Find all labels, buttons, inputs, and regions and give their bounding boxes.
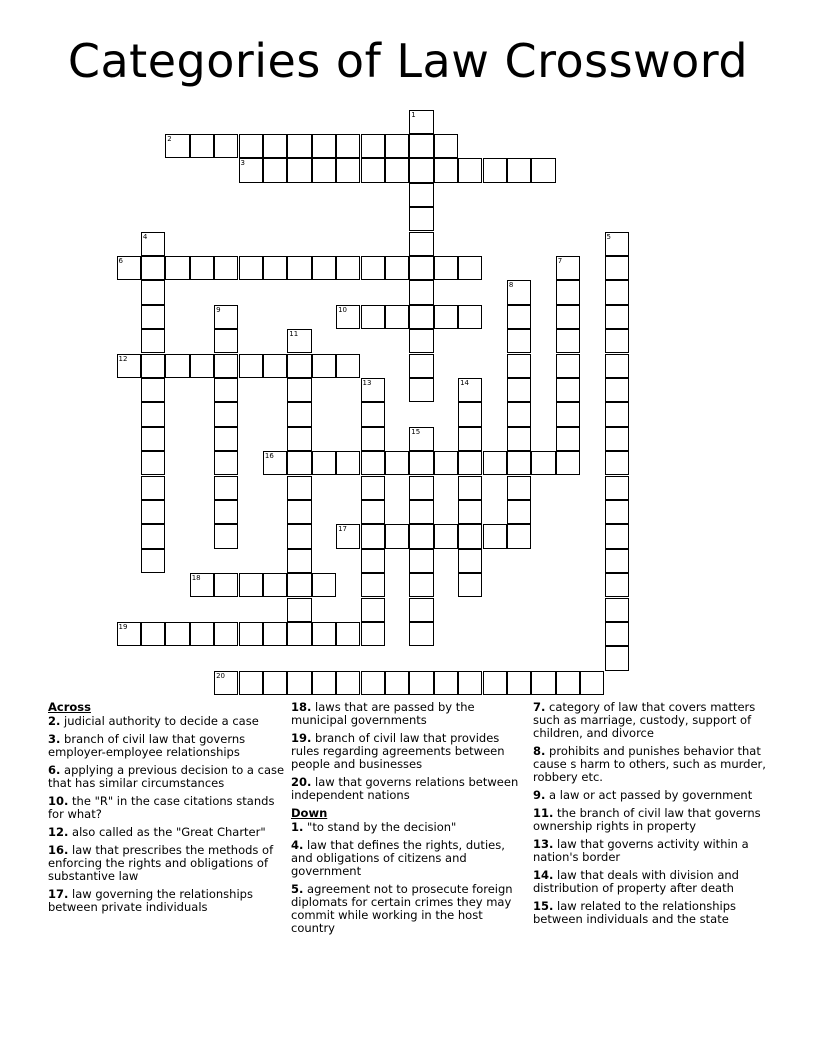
grid-cell[interactable] xyxy=(336,524,360,548)
grid-cell[interactable] xyxy=(434,451,458,475)
grid-cell[interactable] xyxy=(385,256,409,280)
grid-cell[interactable] xyxy=(409,329,433,353)
grid-cell[interactable] xyxy=(361,524,385,548)
grid-cell[interactable] xyxy=(214,305,238,329)
grid-cell[interactable] xyxy=(287,378,311,402)
cell-number: 15 xyxy=(411,427,421,436)
grid-cell[interactable] xyxy=(361,402,385,426)
grid-cell[interactable] xyxy=(556,427,580,451)
grid-cell[interactable] xyxy=(141,280,165,304)
grid-cell[interactable] xyxy=(141,402,165,426)
grid-cell[interactable] xyxy=(556,354,580,378)
grid-cell[interactable] xyxy=(556,280,580,304)
cell-number: 11 xyxy=(289,330,299,339)
grid-cell[interactable] xyxy=(190,573,214,597)
clue-across-20: 20. law that governs relations between independent nations xyxy=(291,775,519,802)
grid-cell[interactable] xyxy=(605,256,629,280)
grid-cell[interactable] xyxy=(605,524,629,548)
grid-cell[interactable] xyxy=(385,671,409,695)
clue-down-13: 13. law that governs activity within a nation's border xyxy=(533,837,749,864)
grid-cell[interactable] xyxy=(409,207,433,231)
grid-cell[interactable] xyxy=(531,451,555,475)
grid-cell[interactable] xyxy=(361,158,385,182)
grid-cell[interactable] xyxy=(458,524,482,548)
grid-cell[interactable] xyxy=(531,158,555,182)
grid-cell[interactable] xyxy=(507,305,531,329)
grid-cell[interactable] xyxy=(409,622,433,646)
down-heading: Down xyxy=(291,806,328,820)
grid-cell[interactable] xyxy=(507,524,531,548)
grid-cell[interactable] xyxy=(336,671,360,695)
grid-cell[interactable] xyxy=(361,378,385,402)
grid-cell[interactable] xyxy=(141,329,165,353)
grid-cell[interactable] xyxy=(214,573,238,597)
grid-cell[interactable] xyxy=(434,158,458,182)
grid-cell[interactable] xyxy=(556,378,580,402)
grid-cell[interactable] xyxy=(409,427,433,451)
grid-cell[interactable] xyxy=(605,329,629,353)
grid-cell[interactable] xyxy=(605,280,629,304)
grid-cell[interactable] xyxy=(361,573,385,597)
grid-cell[interactable] xyxy=(312,354,336,378)
grid-cell[interactable] xyxy=(214,671,238,695)
grid-cell[interactable] xyxy=(239,256,263,280)
grid-cell[interactable] xyxy=(605,598,629,622)
clue-across-19: 19. branch of civil law that provides rules regarding agreements between people and businesses xyxy=(291,731,505,771)
grid-cell[interactable] xyxy=(141,305,165,329)
grid-cell[interactable] xyxy=(556,305,580,329)
grid-cell[interactable] xyxy=(287,256,311,280)
grid-cell[interactable] xyxy=(556,402,580,426)
cell-number: 2 xyxy=(167,134,172,143)
grid-cell[interactable] xyxy=(507,329,531,353)
grid-cell[interactable] xyxy=(214,329,238,353)
grid-cell[interactable] xyxy=(165,256,189,280)
cell-number: 9 xyxy=(216,305,221,314)
grid-cell[interactable] xyxy=(312,622,336,646)
grid-cell[interactable] xyxy=(141,524,165,548)
grid-cell[interactable] xyxy=(361,256,385,280)
grid-cell[interactable] xyxy=(409,256,433,280)
grid-cell[interactable] xyxy=(287,158,311,182)
grid-cell[interactable] xyxy=(141,256,165,280)
clue-down-1: 1. "to stand by the decision" xyxy=(291,820,457,834)
grid-cell[interactable] xyxy=(287,573,311,597)
grid-cell[interactable] xyxy=(239,354,263,378)
grid-cell[interactable] xyxy=(458,671,482,695)
clue-column-1 xyxy=(48,701,286,919)
grid-cell[interactable] xyxy=(458,305,482,329)
cell-number: 14 xyxy=(460,378,470,387)
grid-cell[interactable] xyxy=(141,622,165,646)
grid-cell[interactable] xyxy=(361,622,385,646)
grid-cell[interactable] xyxy=(385,305,409,329)
grid-cell[interactable] xyxy=(458,378,482,402)
grid-cell[interactable] xyxy=(214,500,238,524)
cell-number: 20 xyxy=(216,671,226,680)
grid-cell[interactable] xyxy=(312,451,336,475)
grid-cell[interactable] xyxy=(458,427,482,451)
grid-cell[interactable] xyxy=(458,573,482,597)
grid-cell[interactable] xyxy=(214,402,238,426)
grid-cell[interactable] xyxy=(409,183,433,207)
grid-cell[interactable] xyxy=(263,671,287,695)
grid-cell[interactable] xyxy=(336,256,360,280)
grid-cell[interactable] xyxy=(605,646,629,670)
grid-cell[interactable] xyxy=(434,256,458,280)
grid-cell[interactable] xyxy=(556,451,580,475)
grid-cell[interactable] xyxy=(385,451,409,475)
cell-number: 13 xyxy=(362,378,372,387)
grid-cell[interactable] xyxy=(214,476,238,500)
clue-column-3 xyxy=(533,701,771,931)
grid-cell[interactable] xyxy=(117,622,141,646)
clue-across-3: 3. branch of civil law that governs employer-employee relationships xyxy=(48,732,246,759)
grid-cell[interactable] xyxy=(361,427,385,451)
grid-cell[interactable] xyxy=(556,671,580,695)
grid-cell[interactable] xyxy=(336,622,360,646)
grid-cell[interactable] xyxy=(434,305,458,329)
grid-cell[interactable] xyxy=(409,305,433,329)
grid-cell[interactable] xyxy=(409,549,433,573)
grid-cell[interactable] xyxy=(239,622,263,646)
grid-cell[interactable] xyxy=(312,573,336,597)
grid-cell[interactable] xyxy=(605,427,629,451)
grid-cell[interactable] xyxy=(605,354,629,378)
grid-cell[interactable] xyxy=(458,500,482,524)
grid-cell[interactable] xyxy=(409,354,433,378)
grid-cell[interactable] xyxy=(263,158,287,182)
grid-cell[interactable] xyxy=(190,622,214,646)
cell-number: 1 xyxy=(411,110,416,119)
grid-cell[interactable] xyxy=(287,427,311,451)
grid-cell[interactable] xyxy=(287,134,311,158)
cell-number: 3 xyxy=(240,159,245,168)
grid-cell[interactable] xyxy=(556,256,580,280)
grid-cell[interactable] xyxy=(287,500,311,524)
grid-cell[interactable] xyxy=(507,354,531,378)
grid-cell[interactable] xyxy=(336,134,360,158)
grid-cell[interactable] xyxy=(409,500,433,524)
grid-cell[interactable] xyxy=(507,427,531,451)
grid-cell[interactable] xyxy=(409,378,433,402)
grid-cell[interactable] xyxy=(287,476,311,500)
grid-cell[interactable] xyxy=(190,256,214,280)
grid-cell[interactable] xyxy=(263,134,287,158)
grid-cell[interactable] xyxy=(458,402,482,426)
grid-cell[interactable] xyxy=(336,305,360,329)
grid-cell[interactable] xyxy=(361,305,385,329)
grid-cell[interactable] xyxy=(605,476,629,500)
grid-cell[interactable] xyxy=(263,622,287,646)
grid-cell[interactable] xyxy=(287,622,311,646)
clue-down-4: 4. law that defines the rights, duties, and obligations of citizens and government xyxy=(291,838,505,878)
grid-cell[interactable] xyxy=(409,671,433,695)
grid-cell[interactable] xyxy=(361,476,385,500)
grid-cell[interactable] xyxy=(507,671,531,695)
grid-cell[interactable] xyxy=(287,329,311,353)
grid-cell[interactable] xyxy=(287,524,311,548)
grid-cell[interactable] xyxy=(336,451,360,475)
grid-cell[interactable] xyxy=(263,256,287,280)
clue-across-10: 10. the "R" in the case citations stands for what? xyxy=(48,794,275,821)
clue-across-6: 6. applying a previous decision to a case that has similar circumstances xyxy=(48,763,285,790)
grid-cell[interactable] xyxy=(605,305,629,329)
grid-cell[interactable] xyxy=(409,598,433,622)
clue-down-15: 15. law related to the relationships between individuals and the state xyxy=(533,899,736,926)
grid-cell[interactable] xyxy=(605,622,629,646)
grid-cell[interactable] xyxy=(141,427,165,451)
cell-number: 12 xyxy=(118,354,128,363)
grid-cell[interactable] xyxy=(409,110,433,134)
grid-cell[interactable] xyxy=(141,500,165,524)
grid-cell[interactable] xyxy=(214,256,238,280)
grid-cell[interactable] xyxy=(605,573,629,597)
page-title: Categories of Law Crossword xyxy=(67,34,749,88)
grid-cell[interactable] xyxy=(507,402,531,426)
grid-cell[interactable] xyxy=(336,158,360,182)
grid-cell[interactable] xyxy=(409,573,433,597)
clue-down-14: 14. law that deals with division and distribution of property after death xyxy=(533,868,739,895)
grid-cell[interactable] xyxy=(287,598,311,622)
clue-across-2: 2. judicial authority to decide a case xyxy=(48,714,259,728)
grid-cell[interactable] xyxy=(361,598,385,622)
clue-down-7: 7. category of law that covers matters such as marriage, custody, support of children, and divorce xyxy=(533,700,756,740)
grid-cell[interactable] xyxy=(385,158,409,182)
grid-cell[interactable] xyxy=(458,451,482,475)
grid-cell[interactable] xyxy=(239,134,263,158)
grid-cell[interactable] xyxy=(214,622,238,646)
grid-cell[interactable] xyxy=(483,671,507,695)
grid-cell[interactable] xyxy=(605,549,629,573)
grid-cell[interactable] xyxy=(117,256,141,280)
clue-column-2 xyxy=(291,701,529,940)
clue-across-16: 16. law that prescribes the methods of enforcing the rights and obligations of substantive law xyxy=(48,843,274,883)
grid-cell[interactable] xyxy=(409,476,433,500)
grid-cell[interactable] xyxy=(287,549,311,573)
grid-cell[interactable] xyxy=(165,622,189,646)
cell-number: 4 xyxy=(142,232,148,241)
clue-down-11: 11. the branch of civil law that governs ownership rights in property xyxy=(533,806,761,833)
clue-across-17: 17. law governing the relationships between private individuals xyxy=(48,887,253,914)
grid-cell[interactable] xyxy=(239,573,263,597)
cell-number: 7 xyxy=(557,256,563,265)
grid-cell[interactable] xyxy=(239,158,263,182)
grid-cell[interactable] xyxy=(141,354,165,378)
grid-cell[interactable] xyxy=(531,671,555,695)
grid-cell[interactable] xyxy=(458,158,482,182)
clue-down-9: 9. a law or act passed by government xyxy=(533,788,753,802)
grid-cell[interactable] xyxy=(605,451,629,475)
grid-cell[interactable] xyxy=(117,354,141,378)
grid-cell[interactable] xyxy=(507,476,531,500)
cell-number: 5 xyxy=(606,232,611,241)
cell-number: 10 xyxy=(338,305,348,314)
grid-cell[interactable] xyxy=(409,524,433,548)
grid-cell[interactable] xyxy=(434,134,458,158)
grid-cell[interactable] xyxy=(263,573,287,597)
grid-cell[interactable] xyxy=(409,134,433,158)
grid-cell[interactable] xyxy=(385,524,409,548)
grid-cell[interactable] xyxy=(483,524,507,548)
grid-cell[interactable] xyxy=(190,354,214,378)
grid-cell[interactable] xyxy=(287,354,311,378)
grid-cell[interactable] xyxy=(312,134,336,158)
grid-cell[interactable] xyxy=(190,134,214,158)
clue-across-12: 12. also called as the "Great Charter" xyxy=(48,825,266,839)
grid-cell[interactable] xyxy=(165,134,189,158)
grid-cell[interactable] xyxy=(605,378,629,402)
grid-cell[interactable] xyxy=(214,134,238,158)
grid-cell[interactable] xyxy=(556,329,580,353)
grid-cell[interactable] xyxy=(287,402,311,426)
grid-cell[interactable] xyxy=(507,280,531,304)
clue-down-5: 5. agreement not to prosecute foreign diplomats for certain crimes they may commit while working in the host country xyxy=(291,882,513,935)
grid-cell[interactable] xyxy=(483,451,507,475)
clue-across-18: 18. laws that are passed by the municipal governments xyxy=(291,700,475,727)
grid-cell[interactable] xyxy=(263,354,287,378)
grid-cell[interactable] xyxy=(287,451,311,475)
grid-cell[interactable] xyxy=(361,549,385,573)
grid-cell[interactable] xyxy=(361,671,385,695)
grid-cell[interactable] xyxy=(214,427,238,451)
grid-cell[interactable] xyxy=(361,134,385,158)
grid-cell[interactable] xyxy=(507,378,531,402)
cell-number: 19 xyxy=(118,622,128,631)
grid-cell[interactable] xyxy=(312,256,336,280)
cell-number: 8 xyxy=(508,281,514,290)
clue-down-8: 8. prohibits and punishes behavior that cause s harm to others, such as murder, robbery etc. xyxy=(533,744,766,784)
cell-number: 18 xyxy=(191,574,201,583)
grid-cell[interactable] xyxy=(409,451,433,475)
grid-cell[interactable] xyxy=(434,524,458,548)
grid-cell[interactable] xyxy=(458,476,482,500)
grid-cell[interactable] xyxy=(263,451,287,475)
grid-cell[interactable] xyxy=(239,671,263,695)
grid-cell[interactable] xyxy=(312,158,336,182)
cell-number: 17 xyxy=(338,525,348,534)
grid-cell[interactable] xyxy=(507,158,531,182)
grid-cell[interactable] xyxy=(312,671,336,695)
grid-cell[interactable] xyxy=(605,232,629,256)
grid-cell[interactable] xyxy=(141,232,165,256)
grid-cell[interactable] xyxy=(141,451,165,475)
grid-cell[interactable] xyxy=(214,378,238,402)
grid-cell[interactable] xyxy=(580,671,604,695)
grid-cell[interactable] xyxy=(287,671,311,695)
cell-number: 16 xyxy=(264,452,274,461)
grid-cell[interactable] xyxy=(458,549,482,573)
grid-cell[interactable] xyxy=(483,158,507,182)
grid-cell[interactable] xyxy=(361,451,385,475)
grid-cell[interactable] xyxy=(361,500,385,524)
grid-cell[interactable] xyxy=(507,451,531,475)
grid-cell[interactable] xyxy=(409,232,433,256)
grid-cell[interactable] xyxy=(141,476,165,500)
across-heading: Across xyxy=(48,700,91,714)
grid-cell[interactable] xyxy=(385,134,409,158)
grid-cell[interactable] xyxy=(336,354,360,378)
grid-cell[interactable] xyxy=(141,378,165,402)
grid-cell[interactable] xyxy=(434,671,458,695)
grid-cell[interactable] xyxy=(214,451,238,475)
grid-cell[interactable] xyxy=(214,354,238,378)
grid-cell[interactable] xyxy=(409,158,433,182)
grid-cell[interactable] xyxy=(507,500,531,524)
grid-cell[interactable] xyxy=(458,256,482,280)
grid-cell[interactable] xyxy=(165,354,189,378)
cell-number: 6 xyxy=(118,256,123,265)
grid-cell[interactable] xyxy=(214,524,238,548)
grid-cell[interactable] xyxy=(141,549,165,573)
grid-cell[interactable] xyxy=(409,280,433,304)
grid-cell[interactable] xyxy=(605,500,629,524)
grid-cell[interactable] xyxy=(605,402,629,426)
